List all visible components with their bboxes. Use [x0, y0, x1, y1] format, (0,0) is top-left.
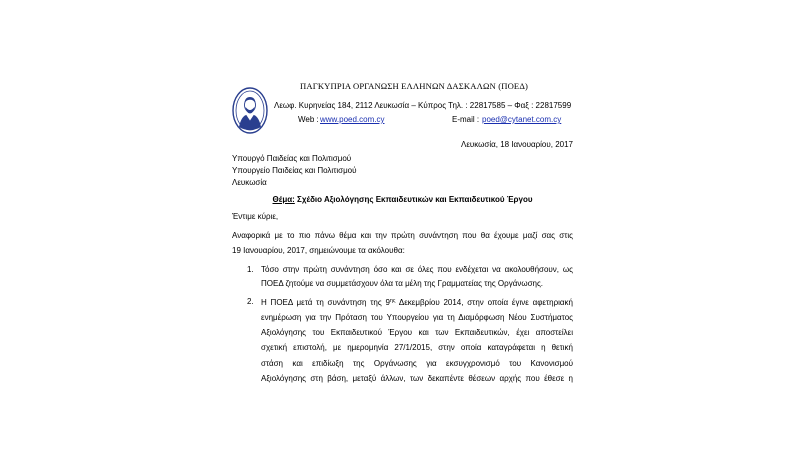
list-item-line: ενημέρωση για την Πρόταση του Υπουργείου για τη Διαμόρφωση Νέου Συστήματος [261, 313, 573, 322]
subject-line [232, 194, 573, 205]
letter-date: Λευκωσία, 18 Ιανουαρίου, 2017 [460, 140, 573, 149]
list-item-line: ΠΟΕΔ ζητούμε να συμμετάσχουν όλα τα μέλη της Γραμματείας της Οργάνωσης. [261, 279, 544, 288]
intro-line: Αναφορικά με το πιο πάνω θέμα και την πρώτη συνάντηση που θα έχουμε μαζί σας στις [232, 231, 573, 240]
list-item-line: στάση και επιδίωξη της Οργάνωσης για εκσυγχρονισμό του Κανονισμού [261, 359, 573, 368]
list-item-number: 2. [247, 297, 254, 306]
web-link[interactable]: www.poed.com.cy [320, 115, 385, 124]
list-item-line: Αξιολόγησης στη βάση, μεταξύ άλλων, των δεκαπέντε θέσεων αρχής που έθεσε η [261, 374, 573, 383]
recipient-line: Υπουργό Παιδείας και Πολιτισμού [232, 154, 352, 163]
recipient-line: Λευκωσία [232, 178, 267, 187]
list-item-text: Δεκεμβρίου 2014, στην οποία έγινε αφετηριακή [395, 298, 573, 307]
intro-line: 19 Ιανουαρίου, 2017, σημειώνουμε τα ακόλουθα: [232, 246, 405, 255]
subject-label: Θέμα: [272, 195, 295, 204]
recipient-line: Υπουργείο Παιδείας και Πολιτισμού [232, 166, 357, 175]
ordinal-superscript: ης [389, 298, 396, 304]
list-item-line: Τόσο στην πρώτη συνάντηση όσο και σε όλες που ενδέχεται να ακολουθήσουν, ως [261, 265, 573, 274]
list-item-text: Η ΠΟΕΔ μετά τη συνάντηση της 9 [261, 298, 390, 307]
email-label: E-mail : [452, 115, 480, 124]
list-item-number: 1. [247, 265, 254, 274]
list-item-line: Αξιολόγησης του Εκπαιδευτικού Έργου και των Εκπαιδευτικών, έχει αποστείλει [261, 328, 573, 337]
org-name: ΠΑΓΚΥΠΡΙΑ ΟΡΓΑΝΩΣΗ ΕΛΛΗΝΩΝ ΔΑΣΚΑΛΩΝ (ΠΟΕΔ) [300, 81, 529, 91]
poed-logo [232, 87, 268, 134]
poed-seal-icon [232, 87, 268, 134]
list-item-line: σχετική επιστολή, με ημερομηνία 27/1/2015, στην οποία καταγράφεται η θετική [261, 343, 573, 352]
list-item-line [261, 296, 573, 307]
web-label: Web : [298, 115, 319, 124]
subject-text: Σχέδιο Αξιολόγησης Εκπαιδευτικών και Εκπαιδευτικού Έργου [297, 195, 533, 204]
salutation: Έντιμε κύριε, [232, 212, 279, 221]
org-address: Λεωφ. Κυρηνείας 184, 2112 Λευκωσία – Κύπρος Τηλ. : 22817585 – Φαξ : 22817599 [274, 101, 572, 110]
email-link[interactable]: poed@cytanet.com.cy [482, 115, 562, 124]
